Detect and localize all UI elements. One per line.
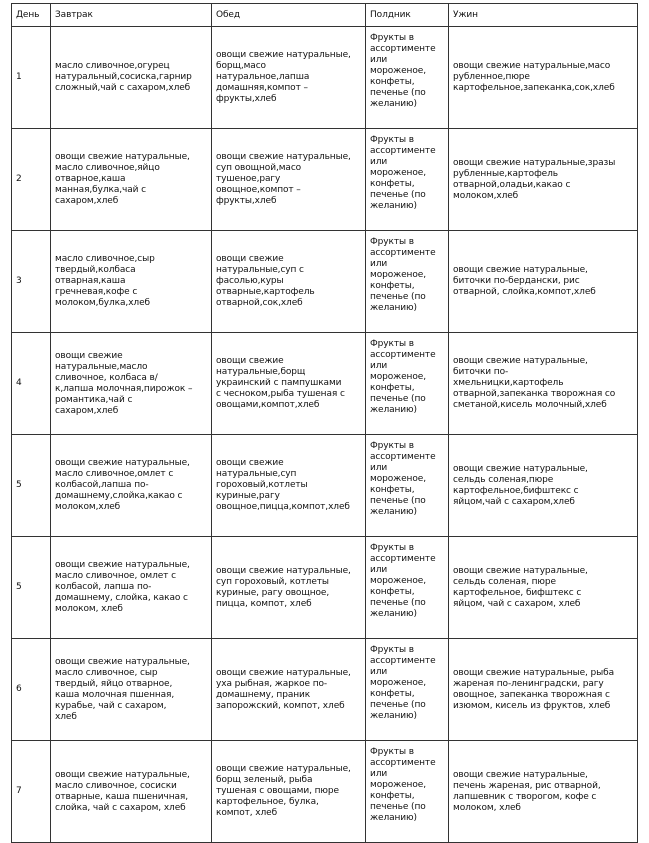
table-row xyxy=(12,435,638,537)
table-row xyxy=(12,333,638,435)
breakfast-cell: овощи свежие натуральные,масло сливочное, колбаса в/ к,лапша молочная,пирожок – романтика,чай с сахаром,хлеб xyxy=(51,333,212,435)
snack-cell: Фрукты в ассортименте или мороженое, конфеты, печенье (по желанию) xyxy=(366,333,449,435)
lunch-cell: овощи свежие натуральные,суп с фасолью,куры отварные,картофель отварной,сок,хлеб xyxy=(212,231,366,333)
header-day: День xyxy=(12,4,51,27)
table-row xyxy=(12,231,638,333)
header-breakfast: Завтрак xyxy=(51,4,212,27)
breakfast-cell: овощи свежие натуральные, масло сливочное, сосиски отварные, каша пшеничная, слойка, чай с сахаром, хлеб xyxy=(51,741,212,843)
meal-plan-table xyxy=(11,3,638,843)
snack-cell: Фрукты в ассортименте или мороженое, конфеты, печенье (по желанию) xyxy=(366,741,449,843)
breakfast-cell: овощи свежие натуральные, масло сливочное,яйцо отварное,каша манная,булка,чай с сахаром,хлеб xyxy=(51,129,212,231)
day-cell: 2 xyxy=(12,129,51,231)
breakfast-cell: масло сливочное,сыр твердый,колбаса отварная,каша гречневая,кофе с молоком,булка,хлеб xyxy=(51,231,212,333)
dinner-cell: овощи свежие натуральные, биточки по- хмельницки,картофель отварной,запеканка творожная со сметаной,кисель молочный,хлеб xyxy=(449,333,638,435)
lunch-cell: овощи свежие натуральные, борщ зеленый, рыба тушеная с овощами, пюре картофельное, булка, компот, хлеб xyxy=(212,741,366,843)
table-row xyxy=(12,537,638,639)
lunch-cell: овощи свежие натуральные, суп овощной,масо тушеное,рагу овощное,компот – фрукты,хлеб xyxy=(212,129,366,231)
snack-cell: Фрукты в ассортименте или мороженое, конфеты, печенье (по желанию) xyxy=(366,435,449,537)
day-cell: 5 xyxy=(12,435,51,537)
lunch-cell: овощи свежие натуральные, суп гороховый, котлеты куриные, рагу овощное, пицца, компот, хлеб xyxy=(212,537,366,639)
snack-cell: Фрукты в ассортименте или мороженое, конфеты, печенье (по желанию) xyxy=(366,27,449,129)
header-dinner: Ужин xyxy=(449,4,638,27)
breakfast-cell: масло сливочное,огурец натуральный,сосиска,гарнир сложный,чай с сахаром,хлеб xyxy=(51,27,212,129)
day-cell: 5 xyxy=(12,537,51,639)
day-cell: 6 xyxy=(12,639,51,741)
snack-cell: Фрукты в ассортименте или мороженое, конфеты, печенье (по желанию) xyxy=(366,129,449,231)
breakfast-cell: овощи свежие натуральные, масло сливочное, омлет с колбасой, лапша по- домашнему, слойка, какао с молоком, хлеб xyxy=(51,537,212,639)
breakfast-cell: овощи свежие натуральные, масло сливочное, сыр твердый, яйцо отварное, каша молочная пшенная, курабье, чай с сахаром, хлеб xyxy=(51,639,212,741)
breakfast-cell: овощи свежие натуральные, масло сливочное,омлет с колбасой,лапша по- домашнему,слойка,какао с молоком,хлеб xyxy=(51,435,212,537)
dinner-cell: овощи свежие натуральные, рыба жареная по-ленинградски, рагу овощное, запеканка творожная с изюмом, кисель из фруктов, хлеб xyxy=(449,639,638,741)
snack-cell: Фрукты в ассортименте или мороженое, конфеты, печенье (по желанию) xyxy=(366,537,449,639)
lunch-cell: овощи свежие натуральные,суп гороховый,котлеты куриные,рагу овощное,пицца,компот,хлеб xyxy=(212,435,366,537)
snack-cell: Фрукты в ассортименте или мороженое, конфеты, печенье (по желанию) xyxy=(366,231,449,333)
snack-cell: Фрукты в ассортименте или мороженое, конфеты, печенье (по желанию) xyxy=(366,639,449,741)
table-row xyxy=(12,129,638,231)
table-row xyxy=(12,27,638,129)
day-cell: 4 xyxy=(12,333,51,435)
dinner-cell: овощи свежие натуральные, печень жареная, рис отварной, лапшевник с творогом, кофе с молоком, хлеб xyxy=(449,741,638,843)
table-row xyxy=(12,639,638,741)
header-row xyxy=(12,4,638,27)
day-cell: 7 xyxy=(12,741,51,843)
table-row xyxy=(12,741,638,843)
header-snack: Полдник xyxy=(366,4,449,27)
dinner-cell: овощи свежие натуральные,масо рубленное,пюре картофельное,запеканка,сок,хлеб xyxy=(449,27,638,129)
header-lunch: Обед xyxy=(212,4,366,27)
lunch-cell: овощи свежие натуральные, борщ,масо натуральное,лапша домашняя,компот – фрукты,хлеб xyxy=(212,27,366,129)
dinner-cell: овощи свежие натуральные, сельдь соленая, пюре картофельное, бифштекс с яйцом, чай с сахаром, хлеб xyxy=(449,537,638,639)
dinner-cell: овощи свежие натуральные,зразы рубленные,картофель отварной,оладьи,какао с молоком,хлеб xyxy=(449,129,638,231)
dinner-cell: овощи свежие натуральные, сельдь соленая,пюре картофельное,бифштекс с яйцом,чай с сахаром,хлеб xyxy=(449,435,638,537)
lunch-cell: овощи свежие натуральные,борщ украинский с пампушками с чесноком,рыба тушеная с овощами,компот,хлеб xyxy=(212,333,366,435)
dinner-cell: овощи свежие натуральные, биточки по-бердански, рис отварной, слойка,компот,хлеб xyxy=(449,231,638,333)
day-cell: 1 xyxy=(12,27,51,129)
day-cell: 3 xyxy=(12,231,51,333)
lunch-cell: овощи свежие натуральные, уха рыбная, жаркое по- домашнему, праник запорожский, компот, хлеб xyxy=(212,639,366,741)
